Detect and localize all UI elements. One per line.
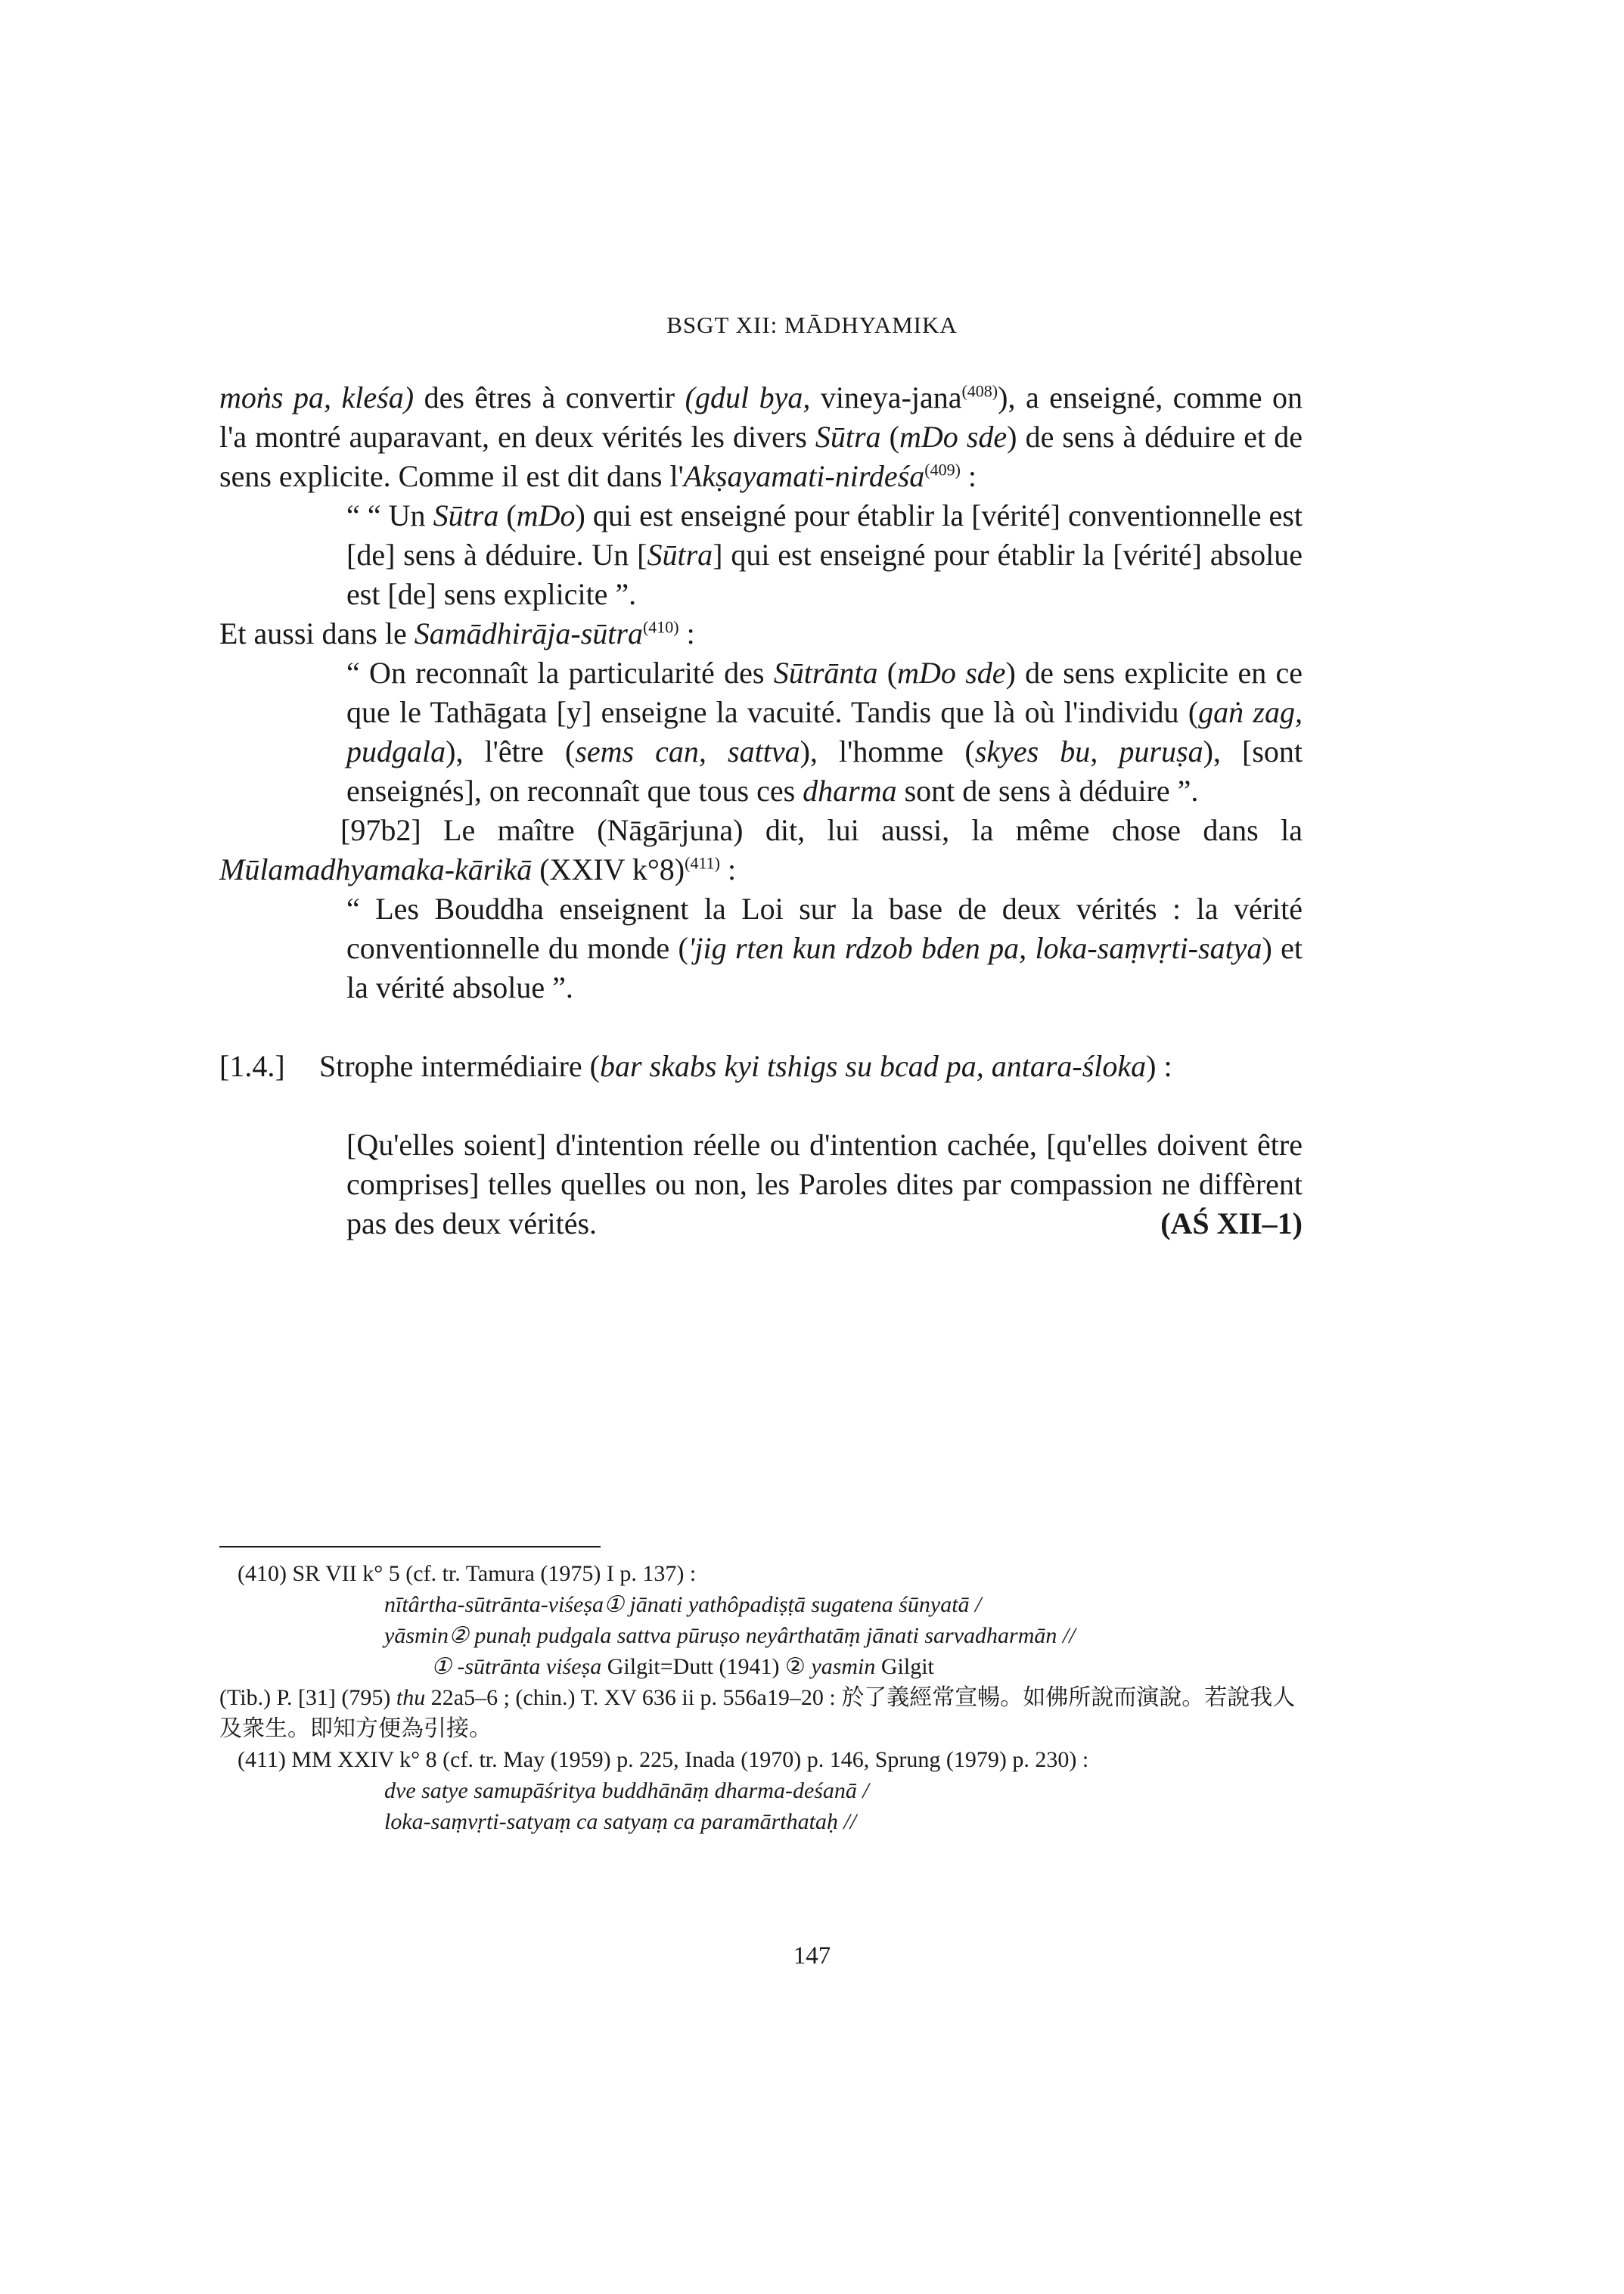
footnote-rule	[219, 1546, 601, 1547]
verse-reference: (AŚ XII–1)	[1160, 1206, 1303, 1240]
section-title: Strophe intermédiaire (bar skabs kyi tshigs su bcad pa, antara-śloka) :	[319, 1049, 1172, 1083]
footnote-411-verse-1: dve satye samupāśritya buddhānāṃ dharma-deśanā /	[384, 1778, 869, 1803]
quote-1: “ “ Un Sūtra (mDo) qui est enseigné pour établir la [vérité] conventionnelle est [de] sens à déduire. Un [Sūtra] qui est enseigné pour établir la [vérité] absolue est [de] sens explicite ”.	[346, 498, 1303, 611]
running-header: BSGT XII: MĀDHYAMIKA	[666, 312, 958, 338]
quote-3: “ Les Bouddha enseignent la Loi sur la base de deux vérités : la vérité conventionnelle du monde ('jig rten kun rdzob bden pa, loka-saṃvṛti-satya) et la vérité absolue ”.	[346, 892, 1303, 1004]
main-text	[219, 378, 1303, 1243]
paragraph-3: [97b2] Le maître (Nāgārjuna) dit, lui aussi, la même chose dans la Mūlamadhyamaka-kārikā (XXIV k°8)$^{(411)}$ :	[219, 813, 1303, 886]
page-number: 147	[793, 1942, 831, 1970]
footnote-410-parallels: (Tib.) P. [31] (795) thu 22a5–6 ; (chin.) T. XV 636 ii p. 556a19–20 : 於了義經常宣暢。如佛所說而演說。若說我人及衆生。即知方便為引接。	[219, 1685, 1296, 1741]
paragraph-2: Et aussi dans le Samādhirāja-sūtra$^{(410)}$ :	[219, 616, 695, 650]
footnote-ref-408: (408)	[961, 381, 998, 401]
footnote-410-variants: ① -sūtrānta viśeṣa Gilgit=Dutt (1941) ② yasmin Gilgit	[431, 1654, 934, 1679]
footnote-ref-411: (411)	[685, 853, 720, 873]
footnotes	[219, 1558, 1303, 1837]
footnote-410-verse-1: nītârtha-sūtrānta-viśeṣa① jānati yathôpadiṣṭā sugatena śūnyatā /	[384, 1592, 982, 1617]
footnote-411-verse-2: loka-saṃvṛti-satyaṃ ca satyaṃ ca paramārthataḥ //	[384, 1809, 857, 1834]
footnote-ref-409: (409)	[924, 460, 961, 480]
quote-2: “ On reconnaît la particularité des Sūtrānta (mDo sde) de sens explicite en ce que le Tathāgata [y] enseigne la vacuité. Tandis que là où l'individu (gaṅ zag, pudgala), l'être (sems can, sattva), l'homme (skyes bu, puruṣa), [sont enseignés], on reconnaît que tous ces dharma sont de sens à déduire ”.	[346, 656, 1303, 808]
section-heading-1-4	[219, 1047, 1303, 1086]
footnote-411: (411) MM XXIV k° 8 (cf. tr. May (1959) p. 225, Inada (1970) p. 146, Sprung (1979) p. 230) :	[238, 1747, 1089, 1772]
section-number: [1.4.]	[219, 1049, 285, 1083]
intermediate-verse: [Qu'elles soient] d'intention réelle ou d'intention cachée, [qu'elles doivent être comprises] telles quelles ou non, les Paroles dites par compassion ne diffèrent pas des deux vérités. (AŚ XII–1)	[346, 1125, 1303, 1243]
footnote-410-verse-2: yāsmin② punaḥ pudgala sattva pūruṣo neyârthatāṃ jānati sarvadharmān //	[384, 1623, 1076, 1648]
footnote-410: (410) SR VII k° 5 (cf. tr. Tamura (1975) I p. 137) :	[238, 1561, 697, 1586]
paragraph-1: moṅs pa, kleśa) des êtres à convertir (gdul bya, vineya-jana$^{(408)}$), a enseigné, comme on l'a montré auparavant, en deux vérités les divers Sūtra (mDo sde) de sens à déduire et de sens explicite. Comme il est dit dans l'Akṣayamati-nirdeśa$^{(409)}$ :	[219, 380, 1303, 493]
footnote-ref-410: (410)	[642, 617, 679, 637]
